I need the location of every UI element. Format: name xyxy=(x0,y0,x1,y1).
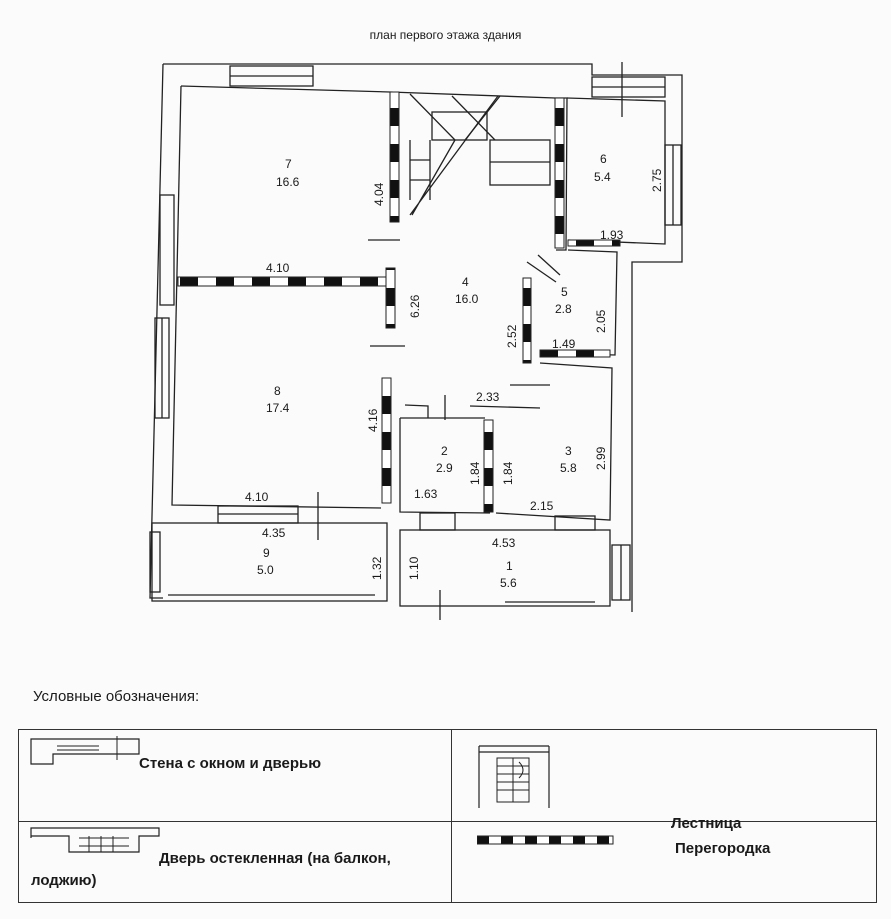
room-8-area: 17.4 xyxy=(266,401,290,415)
room-2-area: 2.9 xyxy=(436,461,453,475)
legend-stairs: Лестница xyxy=(671,815,742,832)
legend-partition: Перегородка xyxy=(675,840,771,857)
dim: 1.10 xyxy=(407,556,421,580)
inner-wall-top xyxy=(181,86,390,92)
dim: 2.52 xyxy=(505,324,519,348)
room-3-number: 3 xyxy=(565,444,572,458)
outer-wall-left xyxy=(150,64,163,598)
inner-wall-left xyxy=(172,86,381,508)
legend-glazed-door-line1: Дверь остекленная (на балкон, xyxy=(159,850,391,867)
partition-icon xyxy=(477,834,617,846)
room-9-area: 5.0 xyxy=(257,563,274,577)
dim: 2.15 xyxy=(530,499,554,513)
room-4-area: 16.0 xyxy=(455,292,479,306)
dim: 1.84 xyxy=(468,461,482,485)
room-7-area: 16.6 xyxy=(276,175,300,189)
room-3-area: 5.8 xyxy=(560,461,577,475)
dim: 2.75 xyxy=(650,168,664,192)
dim: 4.53 xyxy=(492,536,516,550)
dim: 1.84 xyxy=(501,461,515,485)
room-6-number: 6 xyxy=(600,152,607,166)
dim: 1.93 xyxy=(600,228,624,242)
room-8-number: 8 xyxy=(274,384,281,398)
room-5-number: 5 xyxy=(561,285,568,299)
legend-heading: Условные обозначения: xyxy=(33,688,200,705)
room-7-number: 7 xyxy=(285,157,292,171)
dim: 4.16 xyxy=(366,408,380,432)
wall-window-door-icon xyxy=(29,736,149,768)
dim: 2.99 xyxy=(594,446,608,470)
room-4-number: 4 xyxy=(462,275,469,289)
dim: 4.10 xyxy=(266,261,290,275)
dim: 1.32 xyxy=(370,556,384,580)
room-6-area: 5.4 xyxy=(594,170,611,184)
legend-glazed-door-line2: лоджию) xyxy=(31,872,97,889)
room-1-area: 5.6 xyxy=(500,576,517,590)
glazed-door-icon xyxy=(29,826,169,862)
dim: 2.05 xyxy=(594,309,608,333)
dim: 6.26 xyxy=(408,294,422,318)
partition-7-8 xyxy=(178,277,386,286)
room-1-number: 1 xyxy=(506,559,513,573)
dim: 2.33 xyxy=(476,390,500,404)
partition-stair-left xyxy=(390,92,399,222)
room-5-area: 2.8 xyxy=(555,302,572,316)
legend-wall-window-door: Стена с окном и дверью xyxy=(139,755,322,772)
plan-title: план первого этажа здания xyxy=(369,28,522,42)
room-2-number: 2 xyxy=(441,444,448,458)
dim: 4.04 xyxy=(372,182,386,206)
dim: 4.10 xyxy=(245,490,269,504)
dim: 1.49 xyxy=(552,337,576,351)
legend-table xyxy=(18,729,877,903)
room-9-number: 9 xyxy=(263,546,270,560)
dim: 1.63 xyxy=(414,487,438,501)
stairs-icon xyxy=(469,738,559,812)
dim: 4.35 xyxy=(262,526,286,540)
